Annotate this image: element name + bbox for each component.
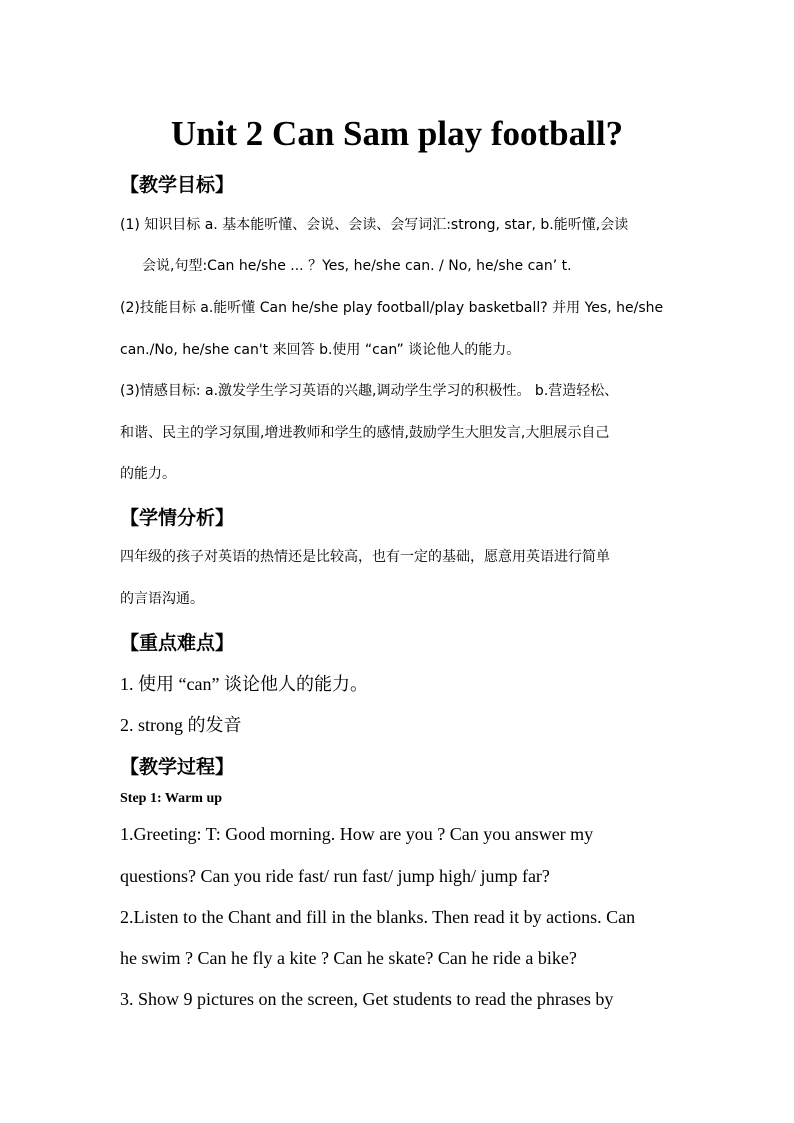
goals-line: 会说,句型:Can he/she ... ？Yes, he/she can. / No, he/she can’ t. (142, 258, 572, 274)
process-line: 2.Listen to the Chant and fill in the blanks. Then read it by actions. Can (120, 907, 636, 927)
process-line: 3. Show 9 pictures on the screen, Get students to read the phrases by (120, 989, 614, 1009)
goals-line: (3)情感目标: a.激发学生学习英语的兴趣,调动学生学习的积极性。 b.营造轻松、 (120, 383, 619, 399)
key-points-heading: 【重点难点】 (120, 632, 235, 654)
learner-analysis-heading: 【学情分析】 (120, 507, 235, 529)
key-point-item: 1. 使用 “can” 谈论他人的能力。 (120, 674, 368, 694)
page-title: Unit 2 Can Sam play football? (170, 114, 624, 153)
process-line: 1.Greeting: T: Good morning. How are you ? Can you answer my (120, 824, 594, 844)
goals-line: 的能力。 (120, 466, 176, 482)
teaching-process-heading: 【教学过程】 (120, 756, 235, 778)
teaching-goals-heading: 【教学目标】 (120, 174, 235, 196)
goals-line: 和谐、民主的学习氛围,增进教师和学生的感情,鼓励学生大胆发言,大胆展示自己 (120, 425, 610, 441)
process-line: questions? Can you ride fast/ run fast/ jump high/ jump far? (120, 866, 550, 886)
analysis-line: 的言语沟通。 (120, 591, 204, 607)
goals-line: can./No, he/she can't 来回答 b.使用 “can” 谈论他人的能力。 (120, 342, 521, 358)
goals-line: (1) 知识目标 a. 基本能听懂、会说、会读、会写词汇:strong, star, b.能听懂,会读 (120, 217, 629, 233)
goals-line: (2)技能目标 a.能听懂 Can he/she play football/play basketball? 并用 Yes, he/she (120, 300, 664, 316)
key-point-item: 2. strong 的发音 (120, 715, 242, 735)
step-title: Step 1: Warm up (120, 791, 223, 806)
analysis-line: 四年级的孩子对英语的热情还是比较高，也有一定的基础，愿意用英语进行简单 (120, 549, 610, 565)
process-line: he swim ? Can he fly a kite ? Can he skate? Can he ride a bike? (120, 948, 577, 968)
